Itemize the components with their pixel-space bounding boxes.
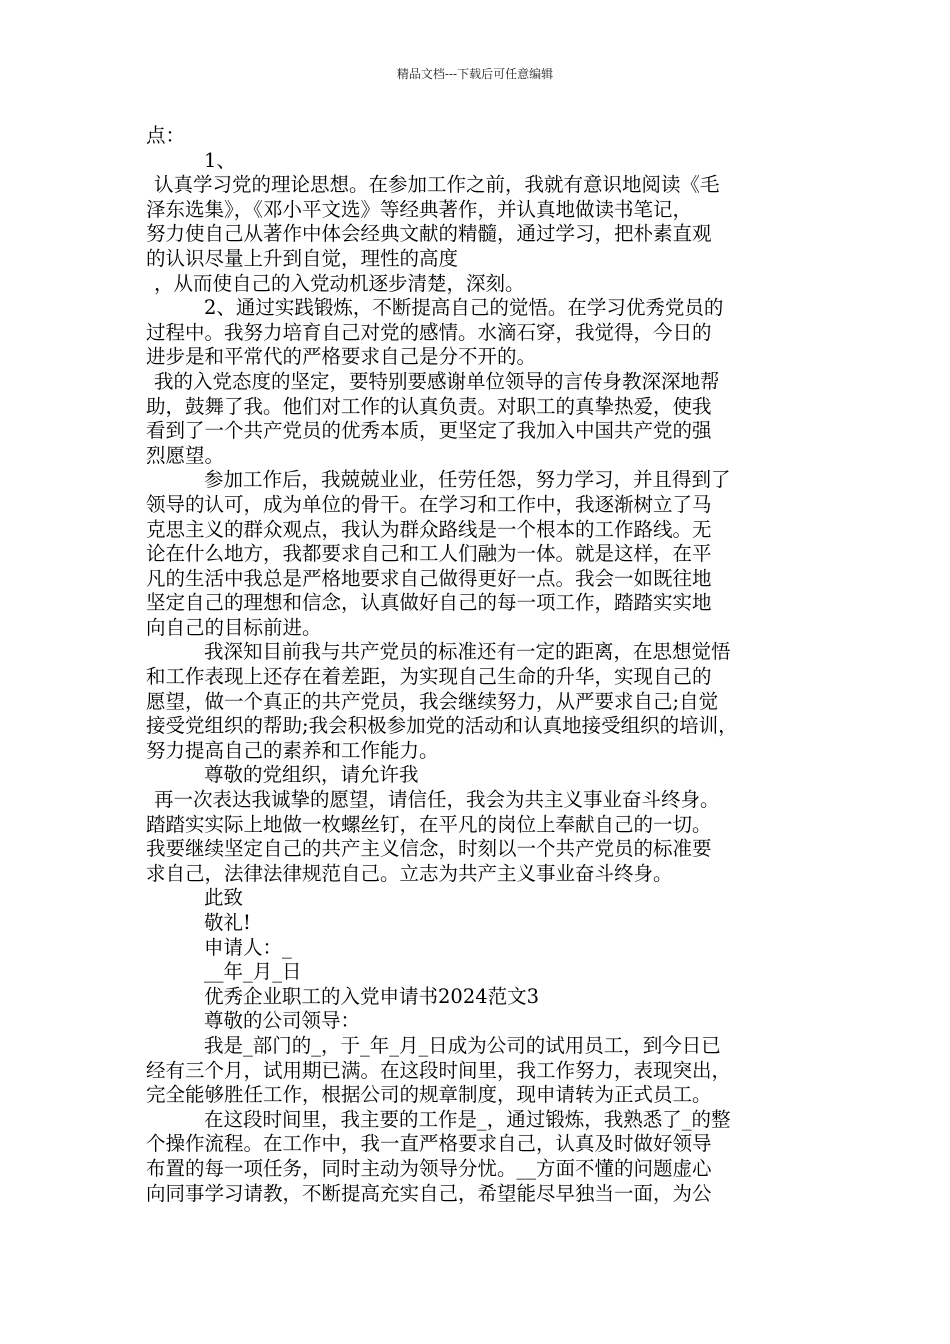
text-line: 踏踏实实际上地做一枚螺丝钉，在平凡的岗位上奉献自己的一切。 xyxy=(146,812,712,836)
text-line: 认真学习党的理论思想。在参加工作之前，我就有意识地阅读《毛 xyxy=(154,173,720,197)
text-line: 泽东选集》，《邓小平文选》等经典著作，并认真地做读书笔记， xyxy=(146,197,693,221)
text-line: 完全能够胜任工作，根据公司的规章制度，现申请转为正式员工。 xyxy=(146,1083,712,1107)
text-line: 尊敬的公司领导： xyxy=(204,1009,361,1033)
text-line: 领导的认可，成为单位的骨干。在学习和工作中，我逐渐树立了马 xyxy=(146,492,712,516)
text-line: 论在什么地方，我都要求自己和工人们融为一体。就是这样，在平 xyxy=(146,542,712,566)
text-line: 进步是和平常代的严格要求自己是分不开的。 xyxy=(146,345,537,369)
text-line: 优秀企业职工的入党申请书2024范文3 xyxy=(204,984,540,1008)
text-line: __年_月_日 xyxy=(204,960,302,984)
text-line: 过程中。我努力培育自己对党的感情。水滴石穿，我觉得，今日的 xyxy=(146,320,712,344)
text-line: 我是_部门的_，于_年_月_日成为公司的试用员工，到今日已 xyxy=(204,1033,721,1057)
text-line: 此致 xyxy=(204,886,244,910)
text-line: ，从而使自己的入党动机逐步清楚，深刻。 xyxy=(154,271,525,295)
text-line: 敬礼! xyxy=(204,911,251,934)
text-line: 布置的每一项任务，同时主动为领导分忧。__方面不懂的问题虚心 xyxy=(146,1156,712,1180)
text-line: 点： xyxy=(146,124,186,147)
text-line: 再一次表达我诚挚的愿望，请信任，我会为共主义事业奋斗终身。 xyxy=(154,788,720,812)
text-line: 我要继续坚定自己的共产主义信念，时刻以一个共产党员的标准要 xyxy=(146,837,712,861)
text-line: 我深知目前我与共产党员的标准还有一定的距离，在思想觉悟 xyxy=(204,640,731,664)
text-line: 克思主义的群众观点，我认为群众路线是一个根本的工作路线。无 xyxy=(146,517,712,541)
text-line: 和工作表现上还存在着差距，为实现自己生命的升华，实现自己的 xyxy=(146,665,712,689)
text-line: 看到了一个共产党员的优秀本质，更坚定了我加入中国共产党的强 xyxy=(146,419,712,443)
text-line: 2、通过实践锻炼，不断提高自己的觉悟。在学习优秀党员的 xyxy=(204,296,724,320)
text-line: 努力提高自己的素养和工作能力。 xyxy=(146,738,439,762)
text-line: 凡的生活中我总是严格地要求自己做得更好一点。我会一如既往地 xyxy=(146,566,712,590)
text-line: 尊敬的党组织，请允许我 xyxy=(204,763,419,787)
text-line: 努力使自己从著作中体会经典文献的精髓，通过学习，把朴素直观 xyxy=(146,222,712,246)
text-line: 求自己，法律法律规范自己。立志为共产主义事业奋斗终身。 xyxy=(146,861,673,885)
page-header: 精品文档---下载后可任意编辑 xyxy=(396,67,554,81)
text-line: 申请人：_ xyxy=(204,935,292,959)
text-line: 接受党组织的帮助;我会积极参加党的活动和认真地接受组织的培训， xyxy=(146,714,738,738)
text-line: 坚定自己的理想和信念，认真做好自己的每一项工作，踏踏实实地 xyxy=(146,591,712,615)
text-line: 的认识尽量上升到自觉，理性的高度 xyxy=(146,246,459,270)
text-line: 愿望，做一个真正的共产党员，我会继续努力，从严要求自己;自觉 xyxy=(146,689,719,713)
text-line: 经有三个月，试用期已满。在这段时间里，我工作努力，表现突出， xyxy=(146,1058,732,1082)
text-line: 参加工作后，我兢兢业业，任劳任怨，努力学习，并且得到了 xyxy=(204,468,731,492)
text-line: 助，鼓舞了我。他们对工作的认真负责。对职工的真挚热爱，使我 xyxy=(146,394,712,418)
text-line: 向同事学习请教，不断提高充实自己，希望能尽早独当一面，为公 xyxy=(146,1181,712,1205)
text-line: 1、 xyxy=(204,148,236,172)
text-line: 在这段时间里，我主要的工作是_，通过锻炼，我熟悉了_的整 xyxy=(204,1107,731,1131)
text-line: 烈愿望。 xyxy=(146,443,225,467)
text-line: 个操作流程。在工作中，我一直严格要求自己，认真及时做好领导 xyxy=(146,1132,712,1156)
text-line: 向自己的目标前进。 xyxy=(146,615,322,639)
document-body xyxy=(146,124,811,1206)
text-line: 我的入党态度的坚定，要特别要感谢单位领导的言传身教深深地帮 xyxy=(154,369,720,393)
